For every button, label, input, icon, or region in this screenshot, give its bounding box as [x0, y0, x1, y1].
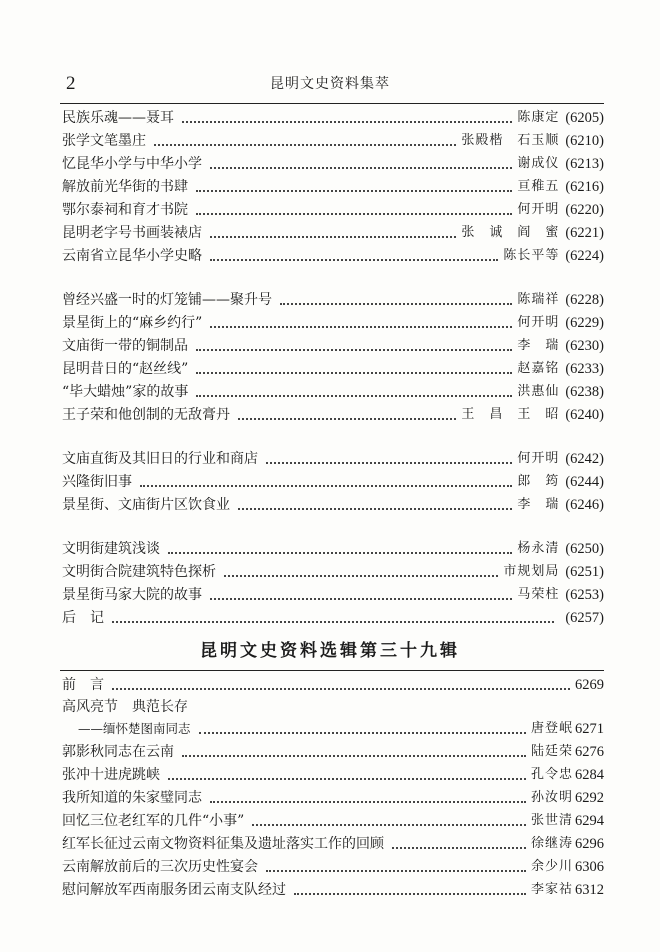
toc-entry: 景星街、文庙街片区饮食业 李 瑞 (6246)	[62, 497, 604, 513]
toc-entry: 云南省立昆华小学史略 陈长平等 (6224)	[62, 248, 604, 264]
toc-entry: 回忆三位老红军的几件“小事” 张世清 6294	[62, 813, 604, 829]
toc-entry: 昆明昔日的“赵丝线” 赵嘉铭 (6233)	[62, 361, 604, 377]
toc-entry: 民族乐魂——聂耳 陈康定 (6205)	[62, 110, 604, 126]
toc-entry: 鄂尔泰祠和育才书院 何开明 (6220)	[62, 202, 604, 218]
toc-entry: 文庙直街及其旧日的行业和商店 何开明 (6242)	[62, 451, 604, 467]
toc-entry: 文庙街一带的铜制品 李 瑞 (6230)	[62, 338, 604, 354]
toc-entry: 文明街建筑浅谈 杨永清 (6250)	[62, 541, 604, 557]
toc-entry: 景星街马家大院的故事 马荣柱 (6253)	[62, 587, 604, 603]
toc-entry: 云南解放前后的三次历史性宴会 余少川 6306	[62, 859, 604, 875]
toc-heading: 高风亮节 典范长存	[62, 699, 188, 715]
toc-entry: 王子荣和他创制的无敌膏丹 王 昌 王 昭 (6240)	[62, 407, 604, 423]
toc-entry: 慰问解放军西南服务团云南支队经过 李家祜 6312	[62, 882, 604, 898]
toc-entry: 兴隆街旧事 郎 筠 (6244)	[62, 474, 604, 490]
toc-entry: 我所知道的朱家璧同志 孙汝明 6292	[62, 790, 604, 806]
page-number: 2	[66, 73, 76, 94]
section-title: 昆明文史资料选辑第三十九辑	[200, 641, 460, 661]
toc-entry: 郭影秋同志在云南 陆廷荣 6276	[62, 744, 604, 760]
toc-entry: 张学文笔墨庄 张殿楷 石玉顺 (6210)	[62, 133, 604, 149]
running-title: 昆明文史资料集萃	[270, 76, 390, 92]
toc-entry: 景星街上的“麻乡约行” 何开明 (6229)	[62, 315, 604, 331]
toc-entry: 红军长征过云南文物资料征集及遗址落实工作的回顾 徐继涛 6296	[62, 836, 604, 852]
toc-entry-afterword: 后 记 (6257)	[62, 610, 604, 626]
header-rule	[60, 103, 604, 104]
toc-entry: 忆昆华小学与中华小学 谢成仪 (6213)	[62, 156, 604, 172]
toc-entry: 曾经兴盛一时的灯笼铺——聚升号 陈瑞祥 (6228)	[62, 292, 604, 308]
section-rule	[60, 670, 604, 671]
toc-entry: “毕大蜡烛”家的故事 洪惠仙 (6238)	[62, 384, 604, 400]
toc-entry: 文明街合院建筑特色探析 市规划局 (6251)	[62, 564, 604, 580]
toc-entry: 昆明老字号书画装裱店 张 诚 阎 蜜 (6221)	[62, 225, 604, 241]
toc-sub-entry: ——缅怀楚图南同志 唐登岷 6271	[78, 721, 604, 737]
toc-entry: 张冲十进虎跳峡 孔令忠 6284	[62, 767, 604, 783]
toc-entry: 解放前光华街的书肆 亘稚五 (6216)	[62, 179, 604, 195]
toc-entry-preface: 前 言 6269	[62, 677, 604, 693]
